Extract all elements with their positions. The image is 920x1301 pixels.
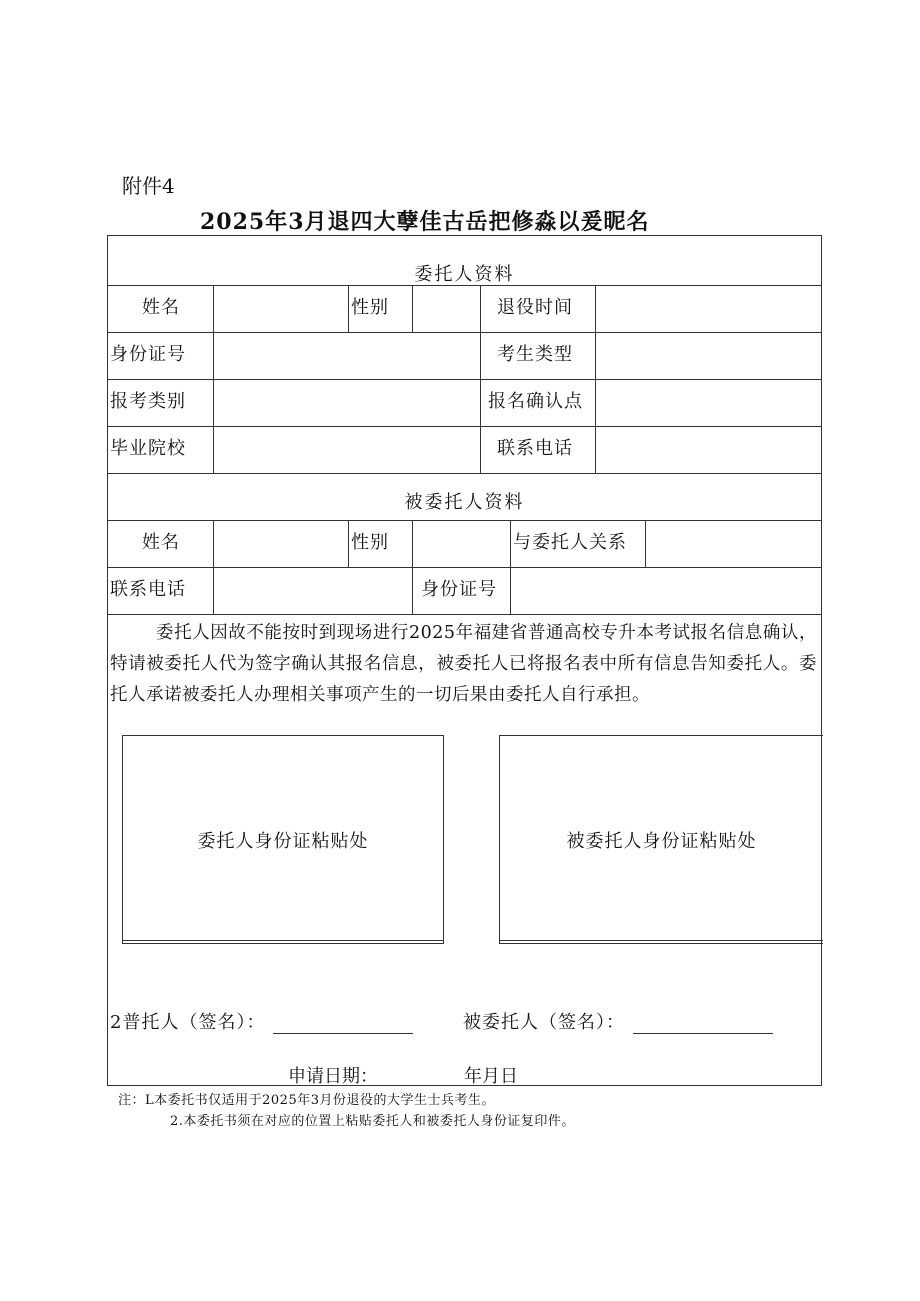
principal-name-label: 姓名	[142, 297, 180, 318]
principal-signature-label: 2普托人（签名）：	[110, 1012, 266, 1033]
application-date-fields: 年月日	[464, 1066, 518, 1087]
application-date-label: 申请日期：	[288, 1066, 378, 1087]
discharge-time-label: 退役时间	[497, 297, 573, 318]
agent-section-heading: 被委托人资料	[404, 492, 525, 513]
principal-id-label: 身份证号	[110, 344, 186, 365]
row-divider	[108, 332, 821, 333]
agent-signature-label: 被委托人（签名）：	[463, 1012, 625, 1033]
principal-signature	[110, 1008, 413, 1034]
agent-id-label: 身份证号	[421, 579, 497, 600]
relation-label: 与委托人关系	[513, 532, 627, 553]
confirm-point-label: 报名确认点	[488, 391, 583, 412]
row-divider	[108, 426, 821, 427]
principal-section-heading: 委托人资料	[414, 264, 515, 285]
col-divider	[213, 285, 214, 473]
principal-signature-line[interactable]	[273, 1033, 413, 1034]
col-divider	[213, 520, 214, 614]
row-divider	[108, 379, 821, 380]
principal-gender-label: 性别	[351, 297, 389, 318]
paste-area-underline	[500, 940, 823, 941]
principal-phone-label: 联系电话	[497, 438, 573, 459]
entrustment-statement: 委托人因故不能按时到现场进行2025年福建省普通高校专升本考试报名信息确认，特请被委托人代为签字确认其报名信息，被委托人已将报名表中所有信息告知委托人。委托人承诺被委托人办理相关事项产生的一切后果由委托人自行承担。	[110, 623, 817, 705]
agent-id-paste-label: 被委托人身份证粘贴处	[566, 830, 757, 852]
row-divider	[108, 520, 821, 521]
note-2: 2.本委托书须在对应的位置上粘贴委托人和被委托人身份证复印件。	[170, 1114, 575, 1129]
agent-name-label: 姓名	[142, 532, 180, 553]
agent-signature-line[interactable]	[633, 1033, 773, 1034]
principal-id-paste-area	[122, 735, 444, 944]
school-label: 毕业院校	[110, 438, 186, 459]
col-divider	[480, 285, 481, 473]
exam-category-label: 报考类别	[110, 391, 186, 412]
candidate-type-label: 考生类型	[497, 344, 573, 365]
attachment-label: 附件4	[122, 174, 175, 198]
form-title: 2025年3月退四大孽佳古岳把修淼以爰昵名	[200, 209, 650, 235]
col-divider	[412, 285, 413, 332]
note-1: 注：L本委托书仅适用于2025年3月份退役的大学生士兵考生。	[118, 1093, 495, 1108]
col-divider	[348, 520, 349, 567]
col-divider	[510, 520, 511, 614]
agent-gender-label: 性别	[351, 532, 389, 553]
col-divider	[595, 285, 596, 473]
entrustment-form	[107, 235, 822, 1086]
principal-id-paste-label: 委托人身份证粘贴处	[197, 830, 369, 852]
agent-signature	[463, 1008, 773, 1034]
col-divider	[645, 520, 646, 567]
agent-phone-label: 联系电话	[110, 579, 186, 600]
col-divider	[348, 285, 349, 332]
paste-area-underline	[123, 940, 443, 941]
row-divider	[108, 567, 821, 568]
agent-id-paste-area	[499, 735, 823, 944]
row-divider	[108, 473, 821, 474]
col-divider	[412, 520, 413, 614]
row-divider	[108, 614, 821, 615]
